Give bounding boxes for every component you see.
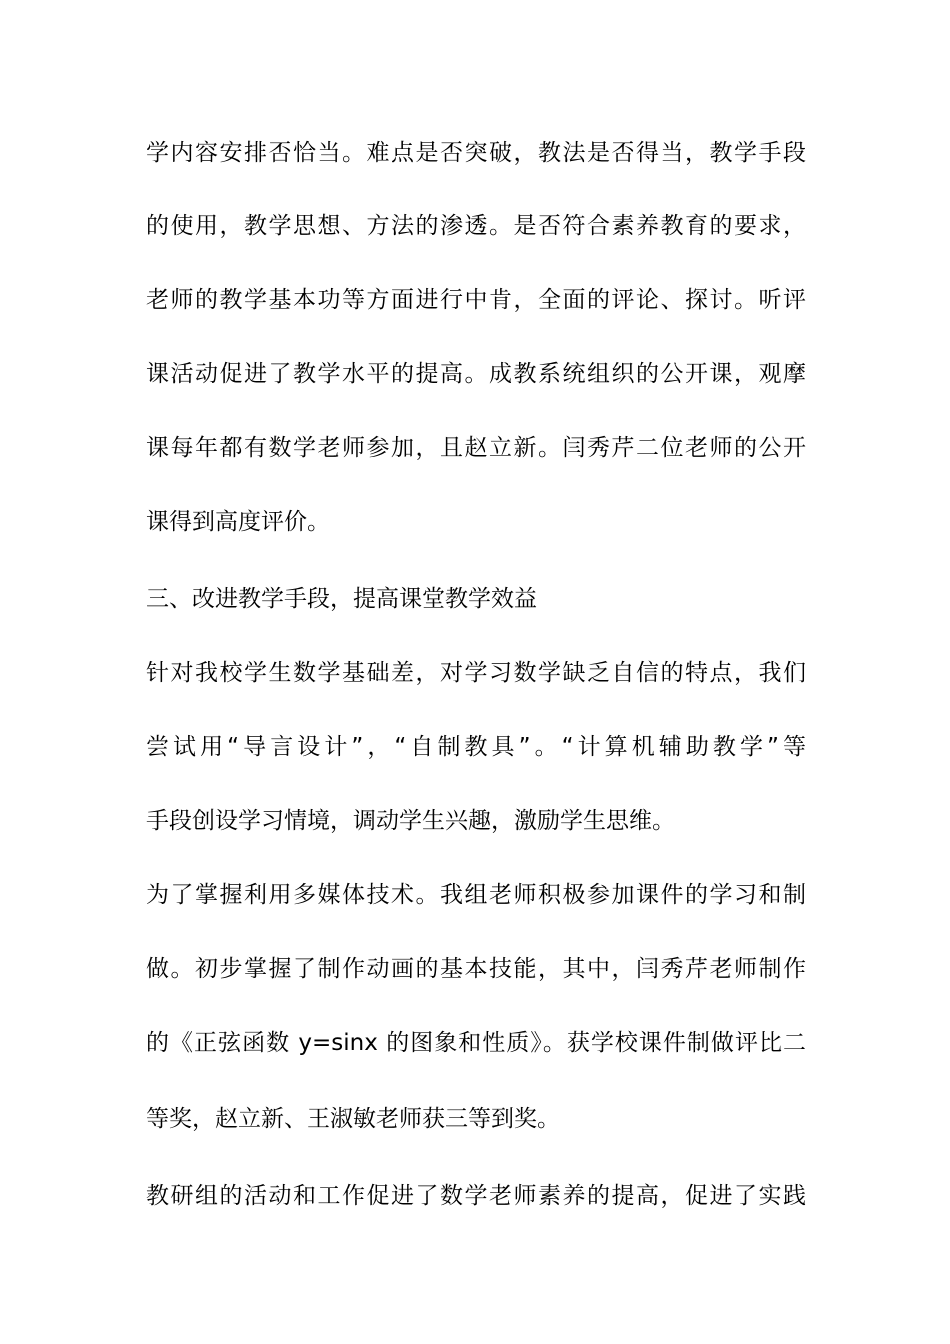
text-line: 课每年都有数学老师参加，且赵立新。闫秀芹二位老师的公开 [146,435,806,461]
text-line: 等奖，赵立新、王淑敏老师获三等到奖。 [146,1106,560,1132]
section-heading: 三、改进教学手段，提高课堂教学效益 [146,586,537,612]
text-line: 课活动促进了教学水平的提高。成教系统组织的公开课，观摩 [146,361,806,387]
text-line: 课得到高度评价。 [146,509,330,535]
text-line: 的使用，教学思想、方法的渗透。是否符合素养教育的要求， [146,213,806,239]
text-line: 老师的教学基本功等方面进行中肯，全面的评论、探讨。听评 [146,287,806,313]
text-line: 尝试用“导言设计”，“自制教具”。“计算机辅助教学”等 [146,734,806,760]
text-line: 手段创设学习情境，调动学生兴趣，激励学生思维。 [146,808,675,834]
text-line: 的《正弦函数 y=sinx 的图象和性质》。获学校课件制做评比二 [146,1030,806,1056]
text-line: 做。初步掌握了制作动画的基本技能，其中，闫秀芹老师制作 [146,956,806,982]
text-line: 学内容安排否恰当。难点是否突破，教法是否得当，教学手段 [146,140,806,166]
text-line: 为了掌握利用多媒体技术。我组老师积极参加课件的学习和制 [146,882,806,908]
text-line: 教研组的活动和工作促进了数学老师素养的提高，促进了实践 [146,1183,806,1209]
text-line: 针对我校学生数学基础差，对学习数学缺乏自信的特点，我们 [146,660,806,686]
